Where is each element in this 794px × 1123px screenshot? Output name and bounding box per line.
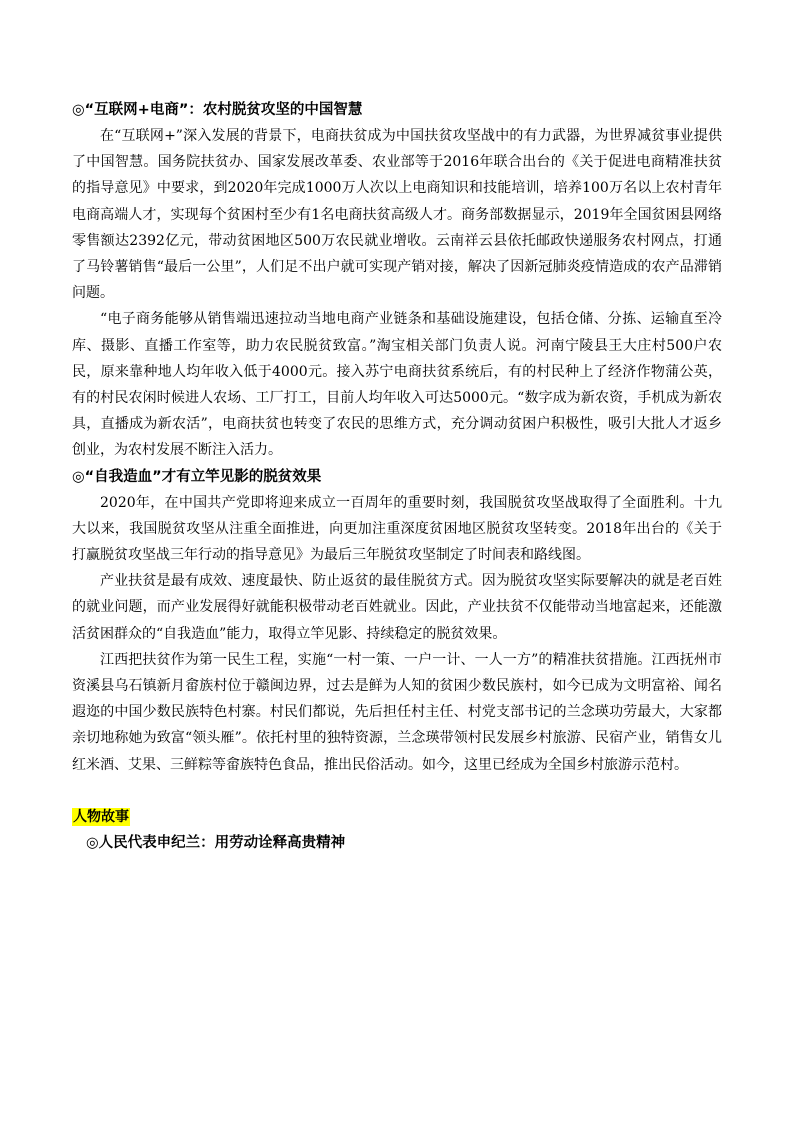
story-tag-line — [72, 804, 722, 830]
paragraph: 江西把扶贫作为第一民生工程，实施“一村一策、一户一计、一人一方”的精准扶贫措施。江西抚州市资溪县乌石镇新月畲族村位于赣闽边界，过去是鲜为人知的贫困少数民族村，如今已成为文明富裕、闻名遐迩的中国少数民族特色村寨。村民们都说，先后担任村主任、村党支部书记的兰念瑛功劳最大，大家都亲切地称她为致富“领头雁”。依托村里的独特资源，兰念瑛带领村民发展乡村旅游、民宿产业，销售女儿红米酒、艾果、三鲜粽等畲族特色食品，推出民俗活动。如今，这里已经成为全国乡村旅游示范村。 — [72, 651, 722, 773]
paragraph: 在“互联网+”深入发展的背景下，电商扶贫成为中国扶贫攻坚战中的有力武器，为世界减贫事业提供了中国智慧。国务院扶贫办、国家发展改革委、农业部等于2016年联合出台的《关于促进电商精准扶贫的指导意见》中要求，到2020年完成1000万人次以上电商知识和技能培训，培养100万名以上农村青年电商高端人才，实现每个贫困村至少有1名电商扶贫高级人才。商务部数据显示，2019年全国贫困县网络零售额达2392亿元，带动贫困地区500万农民就业增收。云南祥云县依托邮政快递服务农村网点，打通了马铃薯销售“最后一公里”，人们足不出户就可实现产销对接，解决了因新冠肺炎疫情造成的农产品滞销问题。 — [72, 128, 722, 302]
section-heading-internet-ecommerce: ◎“互联网+电商”：农村脱贫攻坚的中国智慧 — [72, 102, 363, 118]
story-heading: ◎人民代表申纪兰：用劳动诠释高贵精神 — [86, 834, 346, 851]
paragraph: 2020年，在中国共产党即将迎来成立一百周年的重要时刻，我国脱贫攻坚战取得了全面胜利。十九大以来，我国脱贫攻坚从注重全面推进，向更加注重深度贫困地区脱贫攻坚转变。2018年出台的《关于打赢脱贫攻坚战三年行动的指导意见》为最后三年脱贫攻坚制定了时间表和路线图。 — [72, 494, 722, 564]
spacer — [72, 778, 722, 804]
paragraph: 产业扶贫是最有成效、速度最快、防止返贫的最佳脱贫方式。因为脱贫攻坚实际要解决的就是老百姓的就业问题，而产业发展得好就能积极带动老百姓就业。因此，产业扶贫不仅能带动当地富起来，还能激活贫困群众的“自我造血”能力，取得立竿见影、持续稳定的脱贫效果。 — [72, 573, 722, 642]
document-body — [72, 97, 722, 856]
story-tag-label: 人物故事 — [73, 808, 129, 825]
section-heading-self-blood: ◎“自我造血”才有立竿见影的脱贫效果 — [72, 468, 322, 485]
paragraph: “电子商务能够从销售端迅速拉动当地电商产业链条和基础设施建设，包括仓储、分拣、运输直至冷库、摄影、直播工作室等，助力农民脱贫致富。”淘宝相关部门负责人说。河南宁陵县王大庄村500户农民，原来靠种地人均年收入低于4000元。接入苏宁电商扶贫系统后，有的村民种上了经济作物蒲公英，有的村民农闲时候进人农场、工厂打工，目前人均年收入可达5000元。“数字成为新农资，手机成为新农具，直播成为新农活”，电商扶贫也转变了农民的思维方式，充分调动贫困户积极性，吸引大批人才返乡创业，为农村发展不断注入活力。 — [72, 311, 722, 459]
